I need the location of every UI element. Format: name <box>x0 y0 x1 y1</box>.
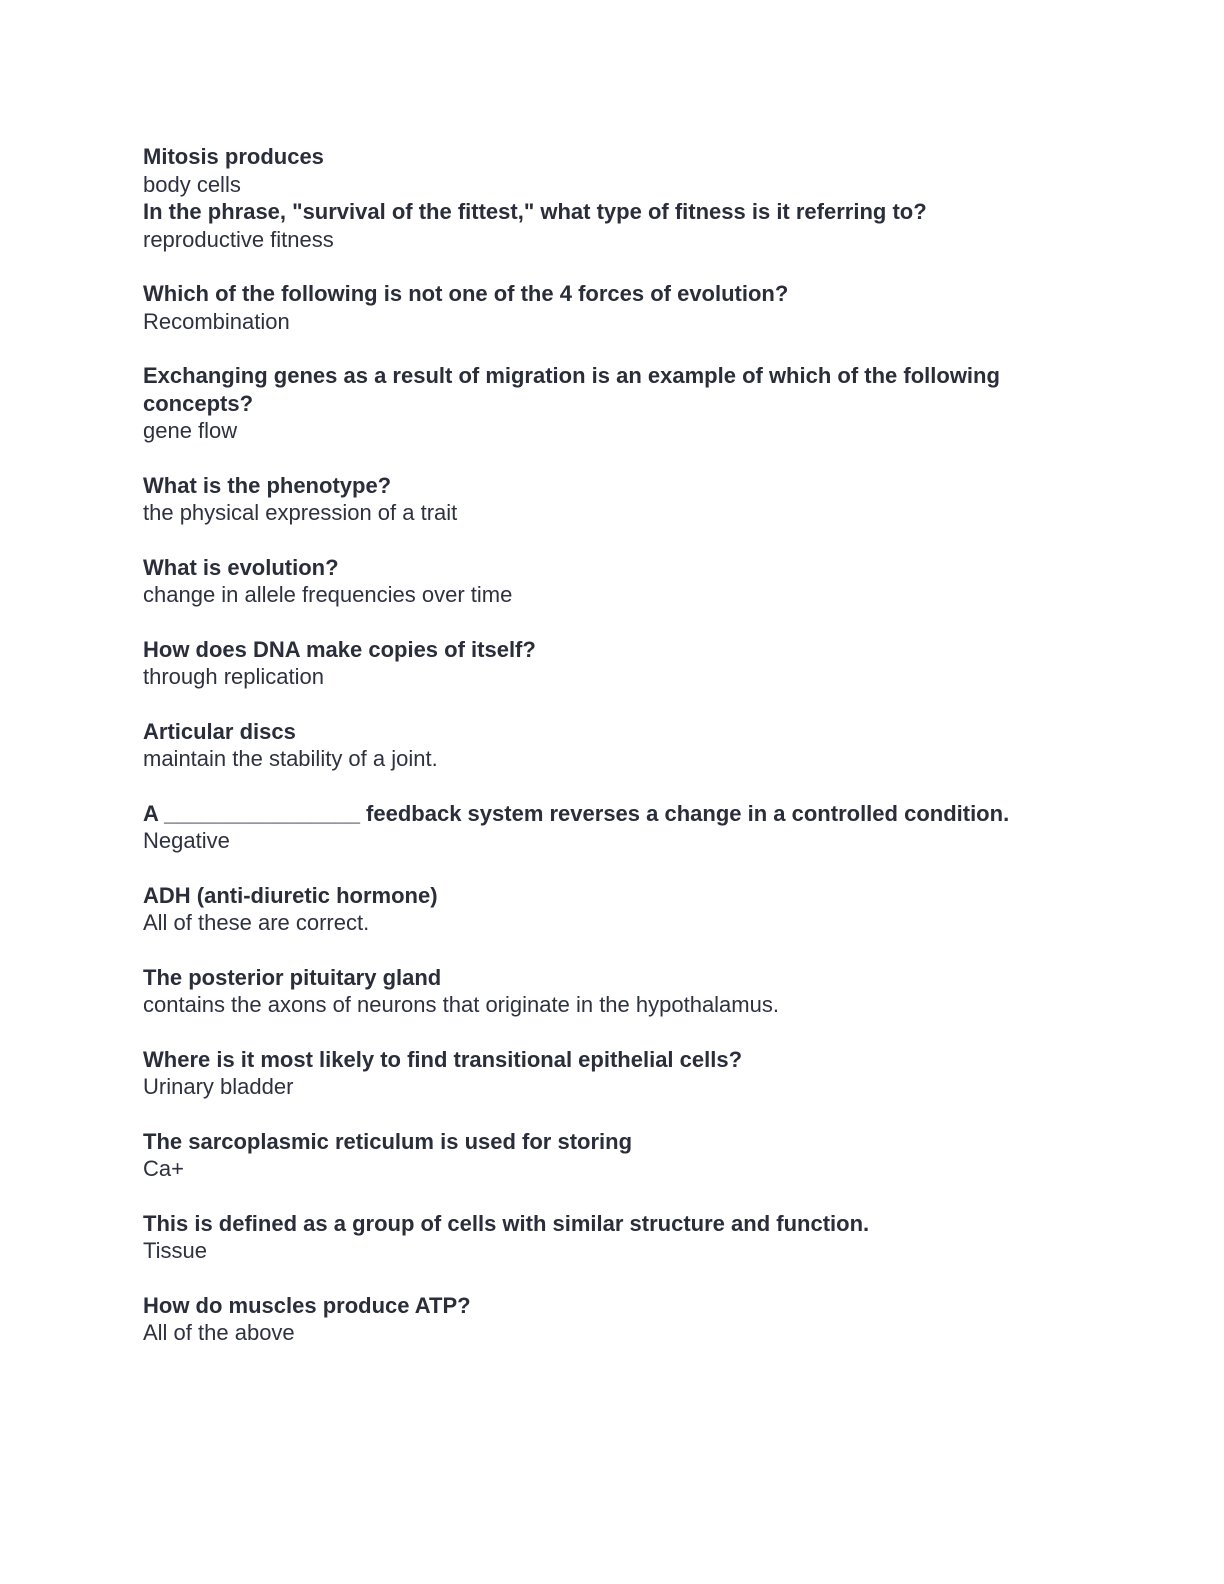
answer-text: Tissue <box>143 1238 207 1263</box>
qa-item <box>143 554 1103 609</box>
answer-text: maintain the stability of a joint. <box>143 746 438 771</box>
answer-text: Ca+ <box>143 1156 184 1181</box>
question-text: A ________________ feedback system reverses a change in a controlled condition. <box>143 800 1010 826</box>
answer-text: Urinary bladder <box>143 1074 294 1099</box>
qa-item <box>143 143 1103 198</box>
qa-item <box>143 1210 1103 1265</box>
question-text: In the phrase, "survival of the fittest," what type of fitness is it referring to? <box>143 199 927 224</box>
question-text: Where is it most likely to find transitional epithelial cells? <box>143 1046 743 1072</box>
question-text: Articular discs <box>143 718 296 744</box>
qa-item <box>143 362 1103 445</box>
qa-item <box>143 198 1103 253</box>
qa-item <box>143 882 1103 937</box>
question-text: The posterior pituitary gland <box>143 964 442 990</box>
answer-text: gene flow <box>143 418 238 443</box>
qa-item <box>143 1128 1103 1183</box>
question-text: What is evolution? <box>143 554 339 580</box>
qa-item <box>143 718 1103 773</box>
qa-item <box>143 636 1103 691</box>
answer-text: reproductive fitness <box>143 226 334 252</box>
answer-text: through replication <box>143 664 325 689</box>
qa-item <box>143 280 1103 335</box>
qa-item <box>143 800 1103 855</box>
question-text: What is the phenotype? <box>143 472 392 498</box>
question-text: How do muscles produce ATP? <box>143 1292 471 1318</box>
question-text: The sarcoplasmic reticulum is used for storing <box>143 1128 633 1154</box>
qa-item <box>143 964 1103 1019</box>
question-text: Exchanging genes as a result of migration is an example of which of the following concepts? <box>143 363 1000 416</box>
answer-text: change in allele frequencies over time <box>143 582 513 607</box>
answer-text: contains the axons of neurons that originate in the hypothalamus. <box>143 992 779 1017</box>
question-text: ADH (anti-diuretic hormone) <box>143 882 438 908</box>
answer-text: All of the above <box>143 1320 295 1345</box>
answer-text: Recombination <box>143 308 290 334</box>
question-text: Mitosis produces <box>143 144 324 169</box>
answer-text: the physical expression of a trait <box>143 500 458 525</box>
answer-text: body cells <box>143 171 241 197</box>
qa-item <box>143 1046 1103 1101</box>
qa-item <box>143 472 1103 527</box>
document-page <box>143 143 1103 1374</box>
answer-text: Negative <box>143 828 230 853</box>
question-text: How does DNA make copies of itself? <box>143 636 536 662</box>
question-text: This is defined as a group of cells with similar structure and function. <box>143 1210 870 1236</box>
answer-text: All of these are correct. <box>143 910 370 935</box>
question-text: Which of the following is not one of the 4 forces of evolution? <box>143 281 789 306</box>
qa-item <box>143 1292 1103 1347</box>
